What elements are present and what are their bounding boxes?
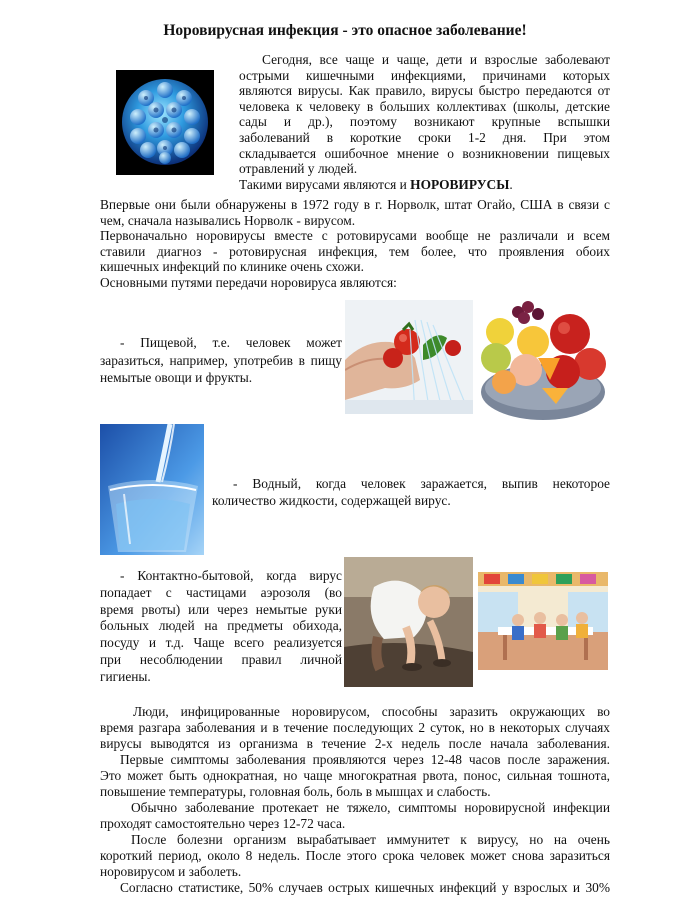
bottom-line: Согласно статистике, 50% случаев острых кишечных инфекций у взрослых и 30% [120,880,610,895]
bottom-line: повышение температуры, головная боль, боль в мышцах и слабость. [100,784,491,799]
history-line: чем, сначала назывались Норволк - вирусом. [100,212,356,228]
intro-line: складывается ошибочное мнение о возникновении пищевых [239,145,610,161]
route-contact-line: посуду и т.д. Чаще всего реализуется [100,635,342,651]
intro-line: заболеваний в короткие сроки 1-2 дня. При этом [239,129,610,145]
route-contact-line: - Контактно-бытовой, когда вирус [120,568,342,583]
intro-line: сады и др.), поэтому возникают крупные вспышки [239,114,610,130]
route-contact-line: больных людей на предметы обихода, [100,618,342,634]
bottom-line: норовирусом и заболеть. [100,864,242,879]
route-contact-line: время рвоты) или через немытые руки [100,601,342,617]
history-line: Впервые они были обнаружены в 1972 году в г. Норволк, штат Огайо, США в связи с [100,197,610,212]
bottom-line: После болезни организм вырабатывает иммунитет к вирусу, но на очень [131,832,610,847]
washing-vegetables-image [345,300,473,414]
bottom-line: вирусы выводятся из организма в течение 2-х недель после начала заболевания. [100,736,610,751]
norovirus-prefix: Такими вирусами являются и [239,176,411,192]
route-contact-line: при несоблюдении правил личной [100,651,342,667]
history-line: кишечных инфекций по клинике очень схожи. [100,259,364,275]
intro-line: Сегодня, все чаще и чаще, дети и взрослые заболевают [262,52,610,67]
bottom-line: Люди, инфицированные норовирусом, способны заразить окружающих во [133,704,610,719]
route-contact-line: гигиены. [100,668,151,684]
bottom-line: время разгара заболевания и в течение последующих 2 суток, но в некоторых случаях [100,720,610,735]
norovirus-bold: НОРОВИРУСЫ [410,176,510,192]
kindergarten-image [478,572,608,670]
route-food-text [100,335,342,388]
intro-paragraph [239,52,610,193]
intro-line: отравлений у людей. [239,161,358,177]
route-water-line: - Водный, когда человек заражается, выпив некоторое [233,476,610,491]
virus-image [116,70,214,175]
page-title: Норовирусная инфекция - это опасное заболевание! [163,22,527,39]
route-food-line: - Пищевой, т.е. человек может [120,335,342,350]
history-line: Основными путями передачи норовируса являются: [100,274,397,290]
history-line: Первоначально норовирусы вместе с ротовирусами вообще не различали и всем [100,228,610,244]
route-contact-line: попадает с частицами аэрозоля (во [100,584,342,600]
bottom-line: Обычно заболевание протекает не тяжело, симптомы норовирусной инфекции [131,800,610,815]
intro-line: являются вирусы. Как правило, вирусы быстро передаются от [239,83,610,99]
bottom-line: короткий период, около 8 недель. После этого срока человек может снова заразиться [100,848,610,863]
route-food-line: заразиться, например, употребив в пищу [100,352,342,368]
water-glass-image [100,424,204,555]
route-contact-text [100,568,342,686]
child-playing-image [344,557,473,687]
intro-line: человека к человеку в больших коллективах (школы, детские [239,98,610,114]
intro-line: острыми кишечными инфекциями, причинами которых [239,67,610,83]
bottom-line: Это может быть однократная, но чаще многократная рвота, понос, сильная тошнота, [100,768,610,783]
bottom-line: Первые симптомы заболевания проявляются через 12-48 часов после заражения. [120,752,610,767]
route-water-text [212,476,610,510]
bottom-line: проходят самостоятельно через 12-72 часа. [100,816,346,831]
history-paragraph [100,197,610,291]
route-food-line: немытые овощи и фрукты. [100,370,253,385]
history-line: ставили диагноз - ротовирусная инфекция, тем более, что проявления обоих [100,243,610,259]
fruit-bowl-image [478,292,608,422]
norovirus-suffix: . [509,176,513,192]
norovirus-line [239,177,610,193]
route-water-line: количество жидкости, содержащей вирус. [212,493,451,508]
bottom-text [100,704,610,896]
